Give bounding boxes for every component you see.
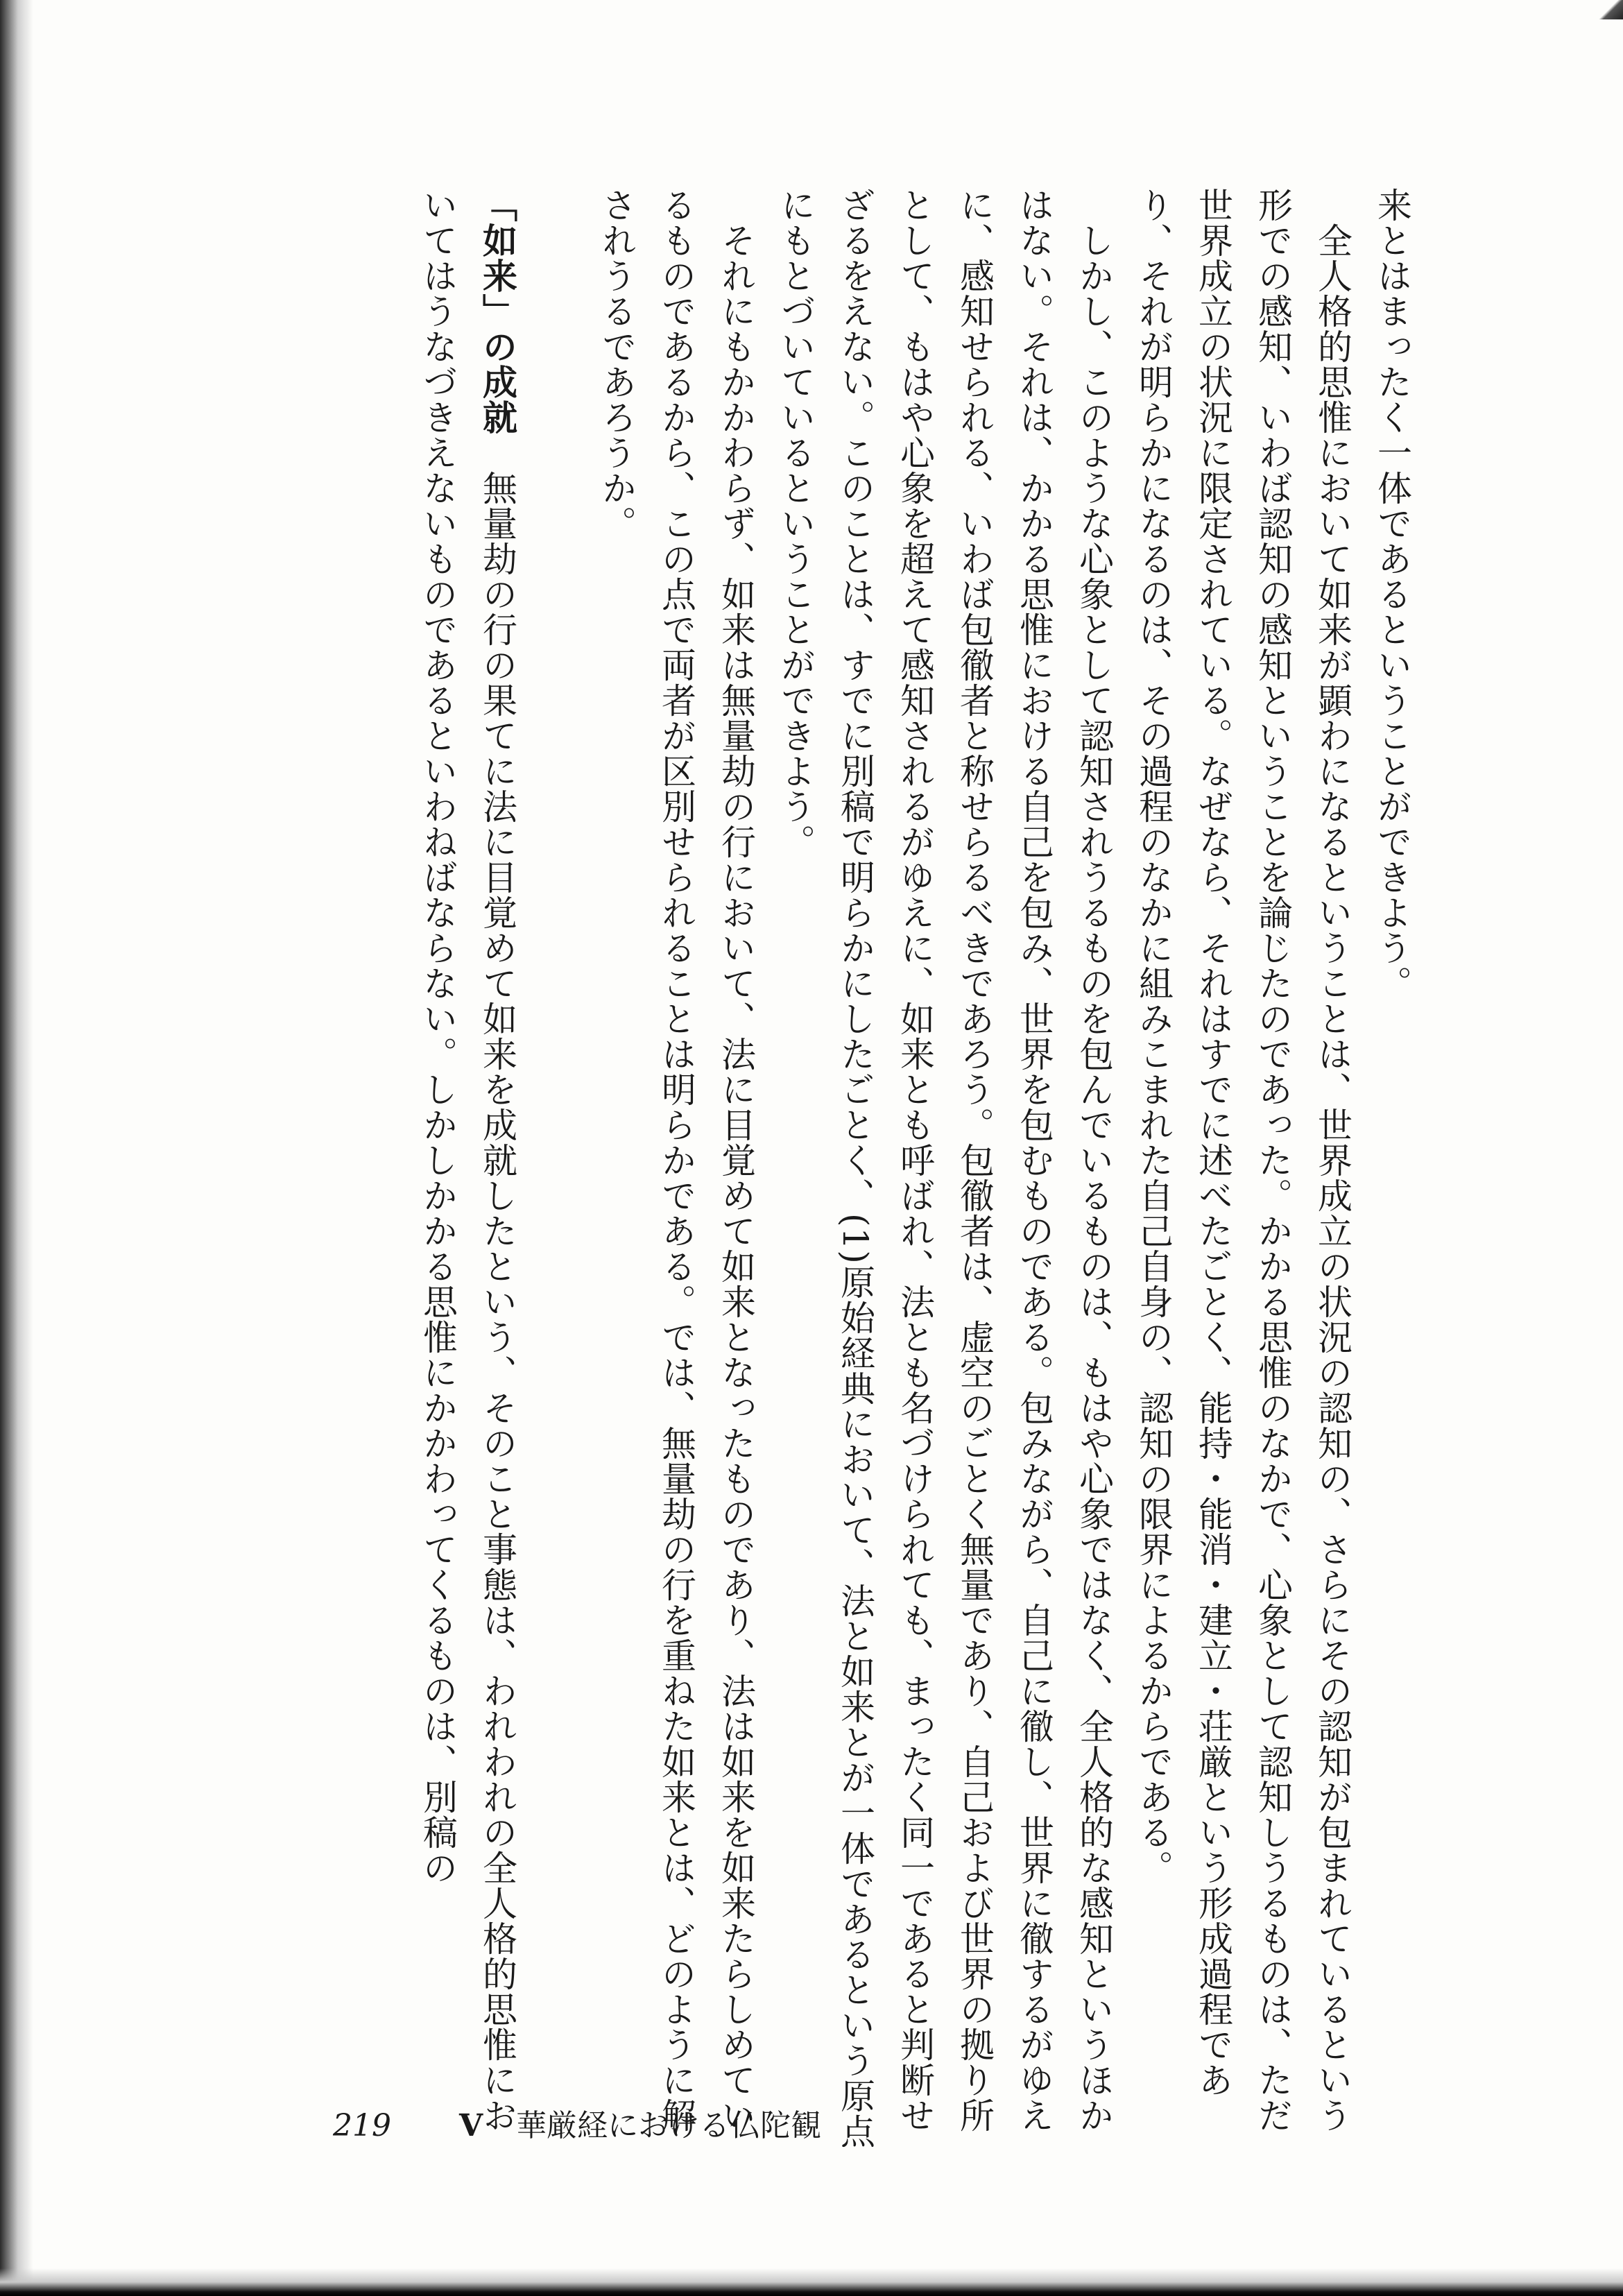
paragraph-holistic-thought: 全人格的思惟において如来が顕わになるということは、世界成立の状況の認知の、さらにその認知が包まれているという形での感知、いわば認知の感知ということを論じたのであった。かかる思惟のなかで、心象として認知しうるものは、ただ世界成立の状況に限定されている。なぜなら、それはすでに述べたごとく、能持・能消・建立・荘厳という形成過程であり、それが明らかになるのは、その過程のなかに組みこまれた自己自身の、認知の限界によるからである。 bbox=[1133, 187, 1352, 2133]
body-text bbox=[408, 187, 1422, 2150]
page-bottom-edge bbox=[0, 2268, 1623, 2296]
page-number: 219 bbox=[333, 2108, 391, 2143]
page-footer bbox=[333, 2100, 821, 2145]
paragraph-distinction: それにもかかわらず、如来は無量劫の行において、法に目覚めて如来となったものであり、法は如来を如来たらしめているものであるから、この点で両者が区別せられることは明らかである。では、無量劫の行を重ねた如来とは、どのように解されうるであろうか。 bbox=[596, 187, 756, 2133]
chapter-number: V bbox=[458, 2108, 483, 2143]
section-heading-gap bbox=[477, 435, 517, 470]
scan-corner-mark bbox=[1598, 0, 1623, 19]
section-body: 無量劫の行の果てに法に目覚めて如来を成就したという、そのこと事態は、われわれの全人格的思惟においてはうなづきえないものであるといわねばならない。しかしかかる思惟にかかわってくるものは、別稿の bbox=[418, 187, 517, 2133]
binding-shadow bbox=[0, 0, 33, 2296]
paragraph-continuation: 来とはまったく一体であるということができよう。 bbox=[1372, 187, 1412, 1001]
chapter-title: 華厳経における仏陀観 bbox=[516, 2108, 822, 2143]
paragraph-pervader: しかし、このような心象として認知されうるものを包んでいるものは、もはや心象ではなく、全人格的な感知というほかはない。それは、かかる思惟における自己を包み、世界を包むものである。包みながら、自己に徹し、世界に徹するがゆえに、感知せられる、いわば包徹者と称せらるべきであろう。包徹者は、虚空のごとく無量であり、自己および世界の拠り所として、もはや心象を超えて感知されるがゆえに、如来とも呼ばれ、法とも名づけられても、まったく同一であると判断せざるをえない。このことは、すでに別稿で明らかにしたごとく、(1)原始経典において、法と如来とが一体であるという原点にもとづいているということができよう。 bbox=[775, 187, 1114, 2149]
section-spacer bbox=[527, 187, 587, 2150]
section-heading: 「如来」の成就 bbox=[477, 187, 518, 435]
section-paragraph bbox=[408, 187, 527, 2150]
